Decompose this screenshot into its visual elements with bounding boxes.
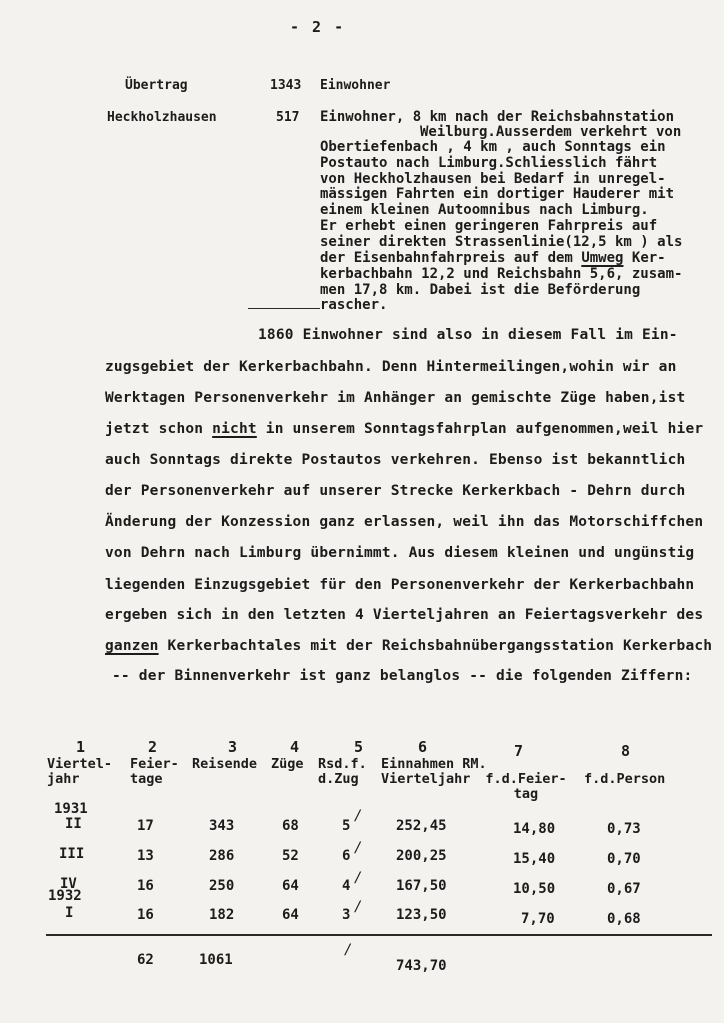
heckholz-line-13: rascher. <box>320 297 388 313</box>
row2-person: 0,70 <box>607 851 641 867</box>
sum-rule <box>46 934 712 936</box>
heckholz-line-7: einem kleinen Autoomnibus nach Limburg. <box>320 202 649 218</box>
row1-person: 0,73 <box>607 821 641 837</box>
year-1932: 1932 <box>48 888 82 904</box>
heckholz-line-8: Er erhebt einen geringeren Fahrpreis auf <box>320 218 658 234</box>
col-num-8: 8 <box>621 742 631 760</box>
para-line-5: auch Sonntags direkte Postautos verkehren. Ebenso ist bekanntlich <box>105 452 686 468</box>
divider-line <box>248 308 320 309</box>
row1-einnahmen: 252,45 <box>396 818 447 834</box>
header-vierteljahr: Viertel- jahr <box>47 756 113 787</box>
para-line-12: -- der Binnenverkehr ist ganz belanglos -- die folgenden Ziffern: <box>112 668 693 684</box>
para-line-4a: jetzt schon <box>105 421 213 437</box>
para-ganzen: ganzen <box>105 638 159 654</box>
heckholz-line-5: von Heckholzhausen bei Bedarf in unregel- <box>320 171 666 187</box>
para-line-3: Werktagen Personenverkehr im Anhänger an gemischte Züge haben,ist <box>105 390 686 406</box>
para-line-9: liegenden Einzugsgebiet für den Personenverkehr der Kerkerbachbahn <box>105 577 695 593</box>
uebertrag-word: Einwohner <box>320 78 391 93</box>
para-line-1: 1860 Einwohner sind also in diesem Fall im Ein- <box>258 327 678 343</box>
header-feiertag: f.d.Feier- tag <box>485 771 567 802</box>
para-line-2: zugsgebiet der Kerkerbachbahn. Denn Hintermeilingen,wohin wir an <box>105 359 677 375</box>
para-line-4b: in unserem Sonntagsfahrplan aufgenommen,weil hier <box>256 421 704 437</box>
heckholz-line-10b: Ker- <box>623 250 666 266</box>
uebertrag-label: Übertrag <box>125 78 188 93</box>
para-line-8: von Dehrn nach Limburg übernimmt. Aus diesem kleinen und ungünstig <box>105 545 695 561</box>
row1-feiertag: 14,80 <box>513 821 556 837</box>
heckholz-line-3: Obertiefenbach , 4 km , auch Sonntags ein <box>320 139 666 155</box>
row3-rsd: 4 <box>342 878 351 894</box>
col-num-2: 2 <box>148 738 158 756</box>
header-reisende: Reisende <box>192 756 258 772</box>
row4-feiertage: 16 <box>137 907 154 923</box>
col-num-4: 4 <box>290 738 300 756</box>
header-feiertage: Feier- tage <box>130 756 179 787</box>
row4-reisende: 182 <box>209 907 235 923</box>
row4-einnahmen: 123,50 <box>396 907 447 923</box>
row3-person: 0,67 <box>607 881 641 897</box>
para-nicht: nicht <box>212 421 257 437</box>
row4-person: 0,68 <box>607 911 641 927</box>
col-num-5: 5 <box>354 738 364 756</box>
row2-rsd: 6 <box>342 848 351 864</box>
heckholz-line-12: men 17,8 km. Dabei ist die Beförderung <box>320 282 641 298</box>
para-line-11 <box>105 638 712 654</box>
uebertrag-count: 1343 <box>270 78 302 93</box>
row3-feiertage: 16 <box>137 878 154 894</box>
row3-quarter: IV <box>60 876 77 892</box>
tick-mark: / <box>344 942 353 958</box>
header-rsd: Rsd.f. d.Zug <box>318 756 367 787</box>
header-person: f.d.Person <box>584 771 666 787</box>
row3-einnahmen: 167,50 <box>396 878 447 894</box>
row1-rsd: 5 <box>342 818 351 834</box>
row1-feiertage: 17 <box>137 818 154 834</box>
para-line-6: der Personenverkehr auf unserer Strecke Kerkerkbach - Dehrn durch <box>105 483 686 499</box>
heckholz-line-11: kerbachbahn 12,2 und Reichsbahn 5,6, zusam- <box>320 266 683 282</box>
heckholz-line-4: Postauto nach Limburg.Schliesslich fährt <box>320 155 658 171</box>
row2-einnahmen: 200,25 <box>396 848 447 864</box>
row2-zuege: 52 <box>282 848 299 864</box>
header-zuege: Züge <box>271 756 304 772</box>
col-num-1: 1 <box>76 738 86 756</box>
tick-mark: / <box>354 840 363 856</box>
total-reisende: 1061 <box>199 952 233 968</box>
col-num-6: 6 <box>418 738 428 756</box>
row4-rsd: 3 <box>342 907 351 923</box>
row2-quarter: III <box>59 846 85 862</box>
para-line-4 <box>105 421 703 437</box>
header-einnahmen: Einnahmen RM. Vierteljahr <box>381 756 487 787</box>
heckholz-line-10a: der Eisenbahnfahrpreis auf dem <box>320 250 573 266</box>
row4-zuege: 64 <box>282 907 299 923</box>
tick-mark: / <box>354 899 363 915</box>
row2-feiertage: 13 <box>137 848 154 864</box>
place-heckholzhausen: Heckholzhausen <box>107 110 217 125</box>
row1-reisende: 343 <box>209 818 235 834</box>
heckholz-line-10 <box>320 251 666 267</box>
col-num-7: 7 <box>514 742 524 760</box>
heckholz-umweg: Umweg <box>581 250 624 266</box>
para-line-7: Änderung der Konzession ganz erlassen, weil ihn das Motorschiffchen <box>105 514 704 530</box>
row2-feiertag: 15,40 <box>513 851 556 867</box>
row1-quarter: II <box>65 816 82 832</box>
para-line-11b: Kerkerbachtales mit der Reichsbahnübergangsstation Kerkerbach <box>158 638 713 654</box>
total-feiertage: 62 <box>137 952 154 968</box>
row4-feiertag: 7,70 <box>521 911 555 927</box>
row2-reisende: 286 <box>209 848 235 864</box>
year-1931: 1931 <box>54 801 88 817</box>
heckholz-count: 517 <box>276 110 300 125</box>
heckholz-line-1: Einwohner, 8 km nach der Reichsbahnstation <box>320 109 675 125</box>
heckholz-line-6: mässigen Fahrten ein dortiger Hauderer mit <box>320 186 675 202</box>
para-line-10: ergeben sich in den letzten 4 Vierteljahren an Feiertagsverkehr des <box>105 607 704 623</box>
col-num-3: 3 <box>228 738 238 756</box>
row3-zuege: 64 <box>282 878 299 894</box>
row3-feiertag: 10,50 <box>513 881 556 897</box>
heckholz-line-9: seiner direkten Strassenlinie(12,5 km ) als <box>320 234 683 250</box>
row1-zuege: 68 <box>282 818 299 834</box>
row3-reisende: 250 <box>209 878 235 894</box>
tick-mark: / <box>354 808 363 824</box>
row4-quarter: I <box>65 905 74 921</box>
heckholz-line-2: Weilburg.Ausserdem verkehrt von <box>420 124 682 140</box>
page-number: - 2 - <box>290 18 346 36</box>
total-einnahmen: 743,70 <box>396 958 447 974</box>
tick-mark: / <box>354 870 363 886</box>
